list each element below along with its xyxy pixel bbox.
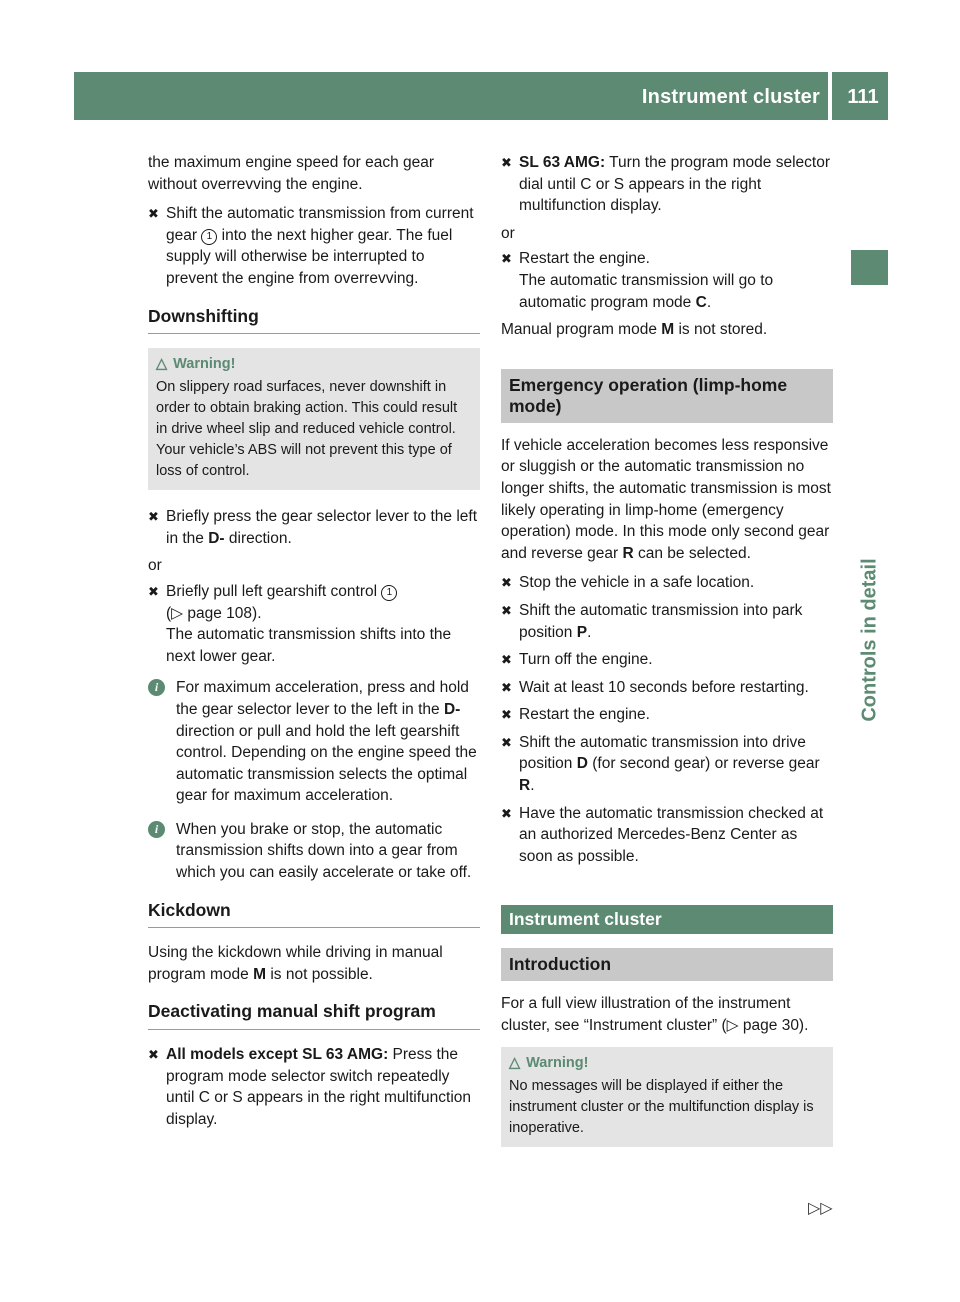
heading-downshifting: Downshifting [148, 306, 480, 335]
page-number: 111 [847, 86, 879, 108]
step-arrow-icon: ✖ [501, 652, 512, 668]
step-arrow-icon: ✖ [501, 155, 512, 170]
step-arrow-icon: ✖ [501, 734, 512, 750]
info-note-brake: i When you brake or stop, the automatic transmission shifts down into a gear from which you can easily accelerate or take off. [148, 819, 480, 884]
step-arrow-icon: ✖ [501, 251, 512, 267]
heading-emergency: Emergency operation (limp-home mode) [501, 369, 833, 423]
heading-instrument-cluster: Instrument cluster [501, 905, 833, 934]
step-wait: ✖ Wait at least 10 seconds before restarting. [501, 677, 833, 699]
right-column [501, 152, 833, 1163]
step-restart: ✖ Restart the engine. The automatic transmission will go to automatic program mode C. [501, 250, 774, 311]
warning-text: No messages will be displayed if either the instrument cluster or the multifunction display is inoperative. [509, 1077, 814, 1136]
page-reference-link[interactable]: (▷ page 108). [166, 604, 262, 622]
manual-mode-note: Manual program mode M is not stored. [501, 321, 768, 339]
or-separator: or [148, 557, 162, 575]
step-arrow-icon: ✖ [501, 805, 512, 821]
step-arrow-icon: ✖ [148, 1047, 159, 1063]
step-arrow-icon: ✖ [501, 707, 512, 723]
step-arrow-icon: ✖ [148, 583, 159, 599]
info-icon: i [148, 821, 165, 838]
step-arrow-icon: ✖ [148, 509, 159, 525]
warning-box-display [501, 1047, 833, 1147]
step-all-models: ✖ All models except SL 63 AMG: Press the program mode selector switch repeatedly until C or S appears in the right multifunction display. [148, 1046, 472, 1128]
step-shift-up: ✖ Shift the automatic transmission from current gear 1 into the next higher gear. The fuel supply will otherwise be interrupted to prevent the engine from overrevving. [148, 205, 474, 287]
warning-box-downshift [148, 348, 480, 490]
heading-deactivating: Deactivating manual shift program [148, 1001, 480, 1030]
step-pull-control: ✖ Briefly pull left gearshift control 1 (▷ page 108). The automatic transmission shifts into the next lower gear. [148, 582, 452, 665]
header-divider [828, 72, 832, 120]
callout-1-icon: 1 [381, 585, 397, 601]
step-arrow-icon: ✖ [501, 679, 512, 695]
step-restart-engine: ✖ Restart the engine. [501, 704, 833, 726]
warning-title: Warning! [173, 356, 236, 373]
step-stop-vehicle: ✖ Stop the vehicle in a safe location. [501, 572, 833, 594]
intro-paragraph: the maximum engine speed for each gear without overrevving the engine. [148, 154, 435, 193]
kickdown-paragraph: Using the kickdown while driving in manual program mode M is not possible. [148, 944, 443, 983]
step-turn-off: ✖ Turn off the engine. [501, 649, 833, 671]
warning-title: Warning! [526, 1054, 589, 1071]
emergency-paragraph: If vehicle acceleration becomes less responsive or sluggish or the automatic transmission no longer shifts, the automatic transmission is most likely operating in limp-home (emergency operation) mode. In this mode only second gear and reverse gear R can be selected. [501, 436, 831, 562]
info-note-acceleration: i For maximum acceleration, press and hold the gear selector lever to the left in the D- direction or pull and hold the left gearshift control. Depending on the engine speed the automatic transmission selects the optimal gear for maximum acceleration. [148, 677, 480, 807]
callout-1-icon: 1 [201, 229, 217, 245]
continue-marker: ▷▷ [808, 1200, 833, 1217]
section-title: Instrument cluster [641, 86, 820, 108]
introduction-paragraph: For a full view illustration of the instrument cluster, see “Instrument cluster” (▷ page 30). [501, 995, 809, 1035]
heading-introduction: Introduction [501, 948, 833, 981]
side-chapter-label: Controls in detail [858, 558, 881, 722]
side-tab-marker [851, 250, 888, 285]
warning-triangle-icon: △ [156, 356, 168, 373]
step-drive: ✖ Shift the automatic transmission into drive position D (for second gear) or reverse gear R. [501, 733, 820, 795]
step-press-lever: ✖ Briefly press the gear selector lever to the left in the D- direction. [148, 508, 478, 547]
info-icon: i [148, 679, 165, 696]
warning-text: On slippery road surfaces, never downshift in order to obtain braking action. This could result in drive wheel slip and reduced vehicle control. Your vehicle’s ABS will not prevent this type of loss of control. [156, 379, 458, 480]
step-park: ✖ Shift the automatic transmission into park position P. [501, 601, 803, 641]
step-arrow-icon: ✖ [501, 575, 512, 591]
or-separator: or [501, 224, 515, 242]
step-arrow-icon: ✖ [501, 602, 512, 618]
step-checked: ✖ Have the automatic transmission checked at an authorized Mercedes-Benz Center as soon as possible. [501, 804, 824, 865]
left-column [148, 152, 480, 1136]
warning-triangle-icon: △ [509, 1054, 521, 1071]
heading-kickdown: Kickdown [148, 900, 480, 929]
step-sl63: ✖ SL 63 AMG: Turn the program mode selector dial until C or S appears in the right multifunction display. [501, 154, 830, 215]
step-arrow-icon: ✖ [148, 206, 159, 222]
